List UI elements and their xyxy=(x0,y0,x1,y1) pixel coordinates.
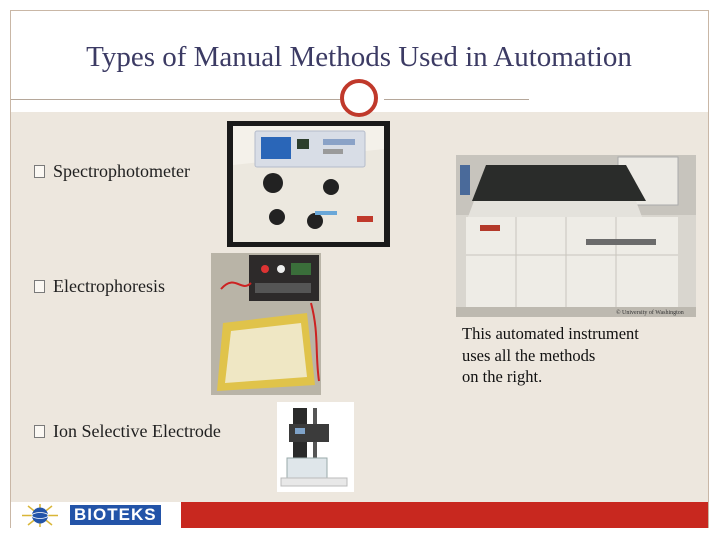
automated-analyzer-image xyxy=(456,155,696,317)
bullet-box-icon xyxy=(34,425,45,438)
electrophoresis-image xyxy=(211,253,321,395)
ion-selective-electrode-image xyxy=(277,402,354,492)
bullet-label: Electrophoresis xyxy=(53,275,165,296)
title-rule-right xyxy=(384,99,529,100)
image-watermark-text: © University of Washington xyxy=(616,310,684,316)
caption-line: This automated instrument xyxy=(462,324,639,343)
bullet-label: Ion Selective Electrode xyxy=(53,420,221,441)
bullet-label: Spectrophotometer xyxy=(53,160,190,181)
caption-line: uses all the methods xyxy=(462,345,596,365)
bullet-ion-selective-electrode xyxy=(34,420,221,442)
nsf-logo-icon xyxy=(14,503,66,528)
spectrophotometer-image xyxy=(227,121,390,247)
slide-title: Types of Manual Methods Used in Automation xyxy=(86,41,632,73)
bioteks-logo: BIOTEKS xyxy=(70,505,161,525)
bullet-electrophoresis xyxy=(34,275,165,297)
caption-line: on the right. xyxy=(462,367,543,386)
bullet-box-icon xyxy=(34,165,45,178)
bullet-spectrophotometer xyxy=(34,160,190,182)
decorative-ring-icon xyxy=(340,79,378,117)
title-rule-left xyxy=(11,99,341,100)
bullet-box-icon xyxy=(34,280,45,293)
analyzer-caption xyxy=(462,323,702,388)
